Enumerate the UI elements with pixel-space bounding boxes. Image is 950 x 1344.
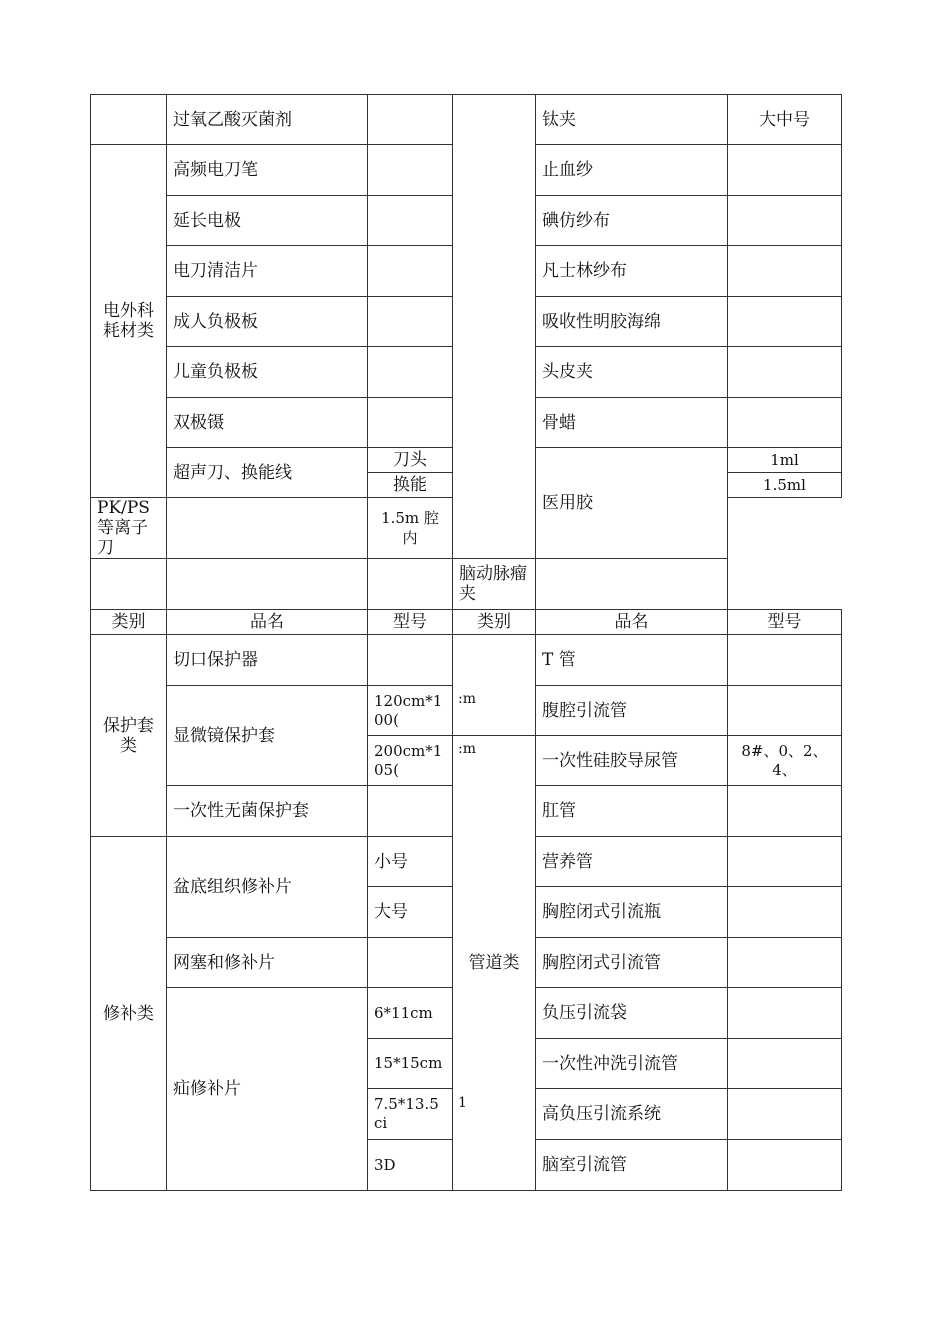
item-name: 脑室引流管 bbox=[536, 1140, 728, 1191]
consumables-table bbox=[90, 94, 842, 1191]
item-name: 肛管 bbox=[536, 786, 728, 837]
model-cell bbox=[167, 498, 368, 559]
category-protection: 保护套类 bbox=[91, 635, 167, 837]
empty-cell bbox=[167, 559, 368, 610]
category-cell-empty bbox=[453, 95, 536, 559]
item-name: 骨蜡 bbox=[536, 398, 728, 448]
header-model: 型号 bbox=[368, 610, 453, 635]
note-text: 1 bbox=[458, 1095, 467, 1111]
model-cell: 7.5*13.5ci bbox=[368, 1089, 453, 1140]
model-cell bbox=[728, 887, 842, 938]
item-name: 过氧乙酸灭菌剂 bbox=[167, 95, 368, 145]
note-text: :m bbox=[458, 691, 476, 707]
item-name: 吸收性明胶海绵 bbox=[536, 297, 728, 347]
category-cell-empty bbox=[453, 635, 536, 736]
model-cell: 刀头 bbox=[368, 448, 453, 473]
model-cell bbox=[368, 145, 453, 196]
model-cell: 大号 bbox=[368, 887, 453, 938]
item-name: 凡士林纱布 bbox=[536, 246, 728, 297]
item-name: 显微镜保护套 bbox=[167, 686, 368, 786]
table-row bbox=[91, 95, 842, 145]
item-name: 高频电刀笔 bbox=[167, 145, 368, 196]
model-cell: 120cm*100( bbox=[368, 686, 453, 736]
item-name: 营养管 bbox=[536, 837, 728, 887]
model-cell bbox=[728, 196, 842, 246]
item-name: 疝修补片 bbox=[167, 988, 368, 1191]
model-cell: 15*15cm bbox=[368, 1039, 453, 1089]
model-cell bbox=[368, 297, 453, 347]
empty-cell bbox=[368, 559, 453, 610]
item-name: 一次性无菌保护套 bbox=[167, 786, 368, 837]
item-name: 胸腔闭式引流管 bbox=[536, 938, 728, 988]
item-name: 一次性冲洗引流管 bbox=[536, 1039, 728, 1089]
model-cell bbox=[368, 786, 453, 837]
item-name: 胸腔闭式引流瓶 bbox=[536, 887, 728, 938]
table-row bbox=[91, 635, 842, 686]
item-name: 钛夹 bbox=[536, 95, 728, 145]
model-cell bbox=[368, 246, 453, 297]
item-name: 盆底组织修补片 bbox=[167, 837, 368, 938]
model-cell bbox=[536, 559, 728, 610]
model-cell bbox=[368, 196, 453, 246]
model-cell bbox=[728, 786, 842, 837]
model-cell: 8#、0、2、4、 bbox=[728, 736, 842, 786]
header-name: 品名 bbox=[167, 610, 368, 635]
header-model: 型号 bbox=[728, 610, 842, 635]
item-name: 负压引流袋 bbox=[536, 988, 728, 1039]
model-cell bbox=[728, 1140, 842, 1191]
category-repair: 修补类 bbox=[91, 837, 167, 1191]
category-electrosurgery: 电外科耗材类 bbox=[91, 145, 167, 498]
item-name: 切口保护器 bbox=[167, 635, 368, 686]
empty-cell bbox=[91, 95, 167, 145]
item-name: 头皮夹 bbox=[536, 347, 728, 398]
header-category: 类别 bbox=[91, 610, 167, 635]
item-name: 腹腔引流管 bbox=[536, 686, 728, 736]
header-row bbox=[91, 610, 842, 635]
model-cell bbox=[368, 635, 453, 686]
item-name: 脑动脉瘤夹 bbox=[453, 559, 536, 610]
model-cell bbox=[728, 398, 842, 448]
item-name: 成人负极板 bbox=[167, 297, 368, 347]
model-cell bbox=[728, 1089, 842, 1140]
item-name: 医用胶 bbox=[536, 448, 728, 559]
table-row bbox=[91, 559, 842, 610]
category-tubes: 管道类 bbox=[453, 736, 536, 1191]
model-cell: 1.5m 腔内 bbox=[368, 498, 453, 559]
item-name: 超声刀、换能线 bbox=[167, 448, 368, 498]
header-name: 品名 bbox=[536, 610, 728, 635]
model-cell: 1.5ml bbox=[728, 473, 842, 498]
empty-cell bbox=[91, 559, 167, 610]
item-name: 止血纱 bbox=[536, 145, 728, 196]
item-name: 延长电极 bbox=[167, 196, 368, 246]
item-name: PK/PS 等离子刀 bbox=[91, 498, 167, 559]
item-name: 一次性硅胶导尿管 bbox=[536, 736, 728, 786]
model-cell: 小号 bbox=[368, 837, 453, 887]
item-name: T 管 bbox=[536, 635, 728, 686]
model-cell bbox=[728, 938, 842, 988]
model-cell bbox=[728, 686, 842, 736]
model-cell bbox=[728, 988, 842, 1039]
model-cell bbox=[728, 347, 842, 398]
model-cell bbox=[728, 145, 842, 196]
model-cell: 大中号 bbox=[728, 95, 842, 145]
model-cell bbox=[368, 95, 453, 145]
model-cell bbox=[728, 635, 842, 686]
model-cell: 6*11cm bbox=[368, 988, 453, 1039]
header-category: 类别 bbox=[453, 610, 536, 635]
model-cell: 3D bbox=[368, 1140, 453, 1191]
model-cell bbox=[728, 1039, 842, 1089]
model-cell: 200cm*105( bbox=[368, 736, 453, 786]
item-name: 儿童负极板 bbox=[167, 347, 368, 398]
item-name: 高负压引流系统 bbox=[536, 1089, 728, 1140]
model-cell bbox=[368, 347, 453, 398]
model-cell bbox=[728, 297, 842, 347]
model-cell bbox=[728, 837, 842, 887]
item-name: 电刀清洁片 bbox=[167, 246, 368, 297]
item-name: 网塞和修补片 bbox=[167, 938, 368, 988]
model-cell bbox=[728, 246, 842, 297]
model-cell bbox=[368, 938, 453, 988]
note-text: :m bbox=[458, 741, 476, 757]
model-cell: 1ml bbox=[728, 448, 842, 473]
item-name: 双极镊 bbox=[167, 398, 368, 448]
model-cell: 换能 bbox=[368, 473, 453, 498]
model-cell bbox=[368, 398, 453, 448]
item-name: 碘仿纱布 bbox=[536, 196, 728, 246]
